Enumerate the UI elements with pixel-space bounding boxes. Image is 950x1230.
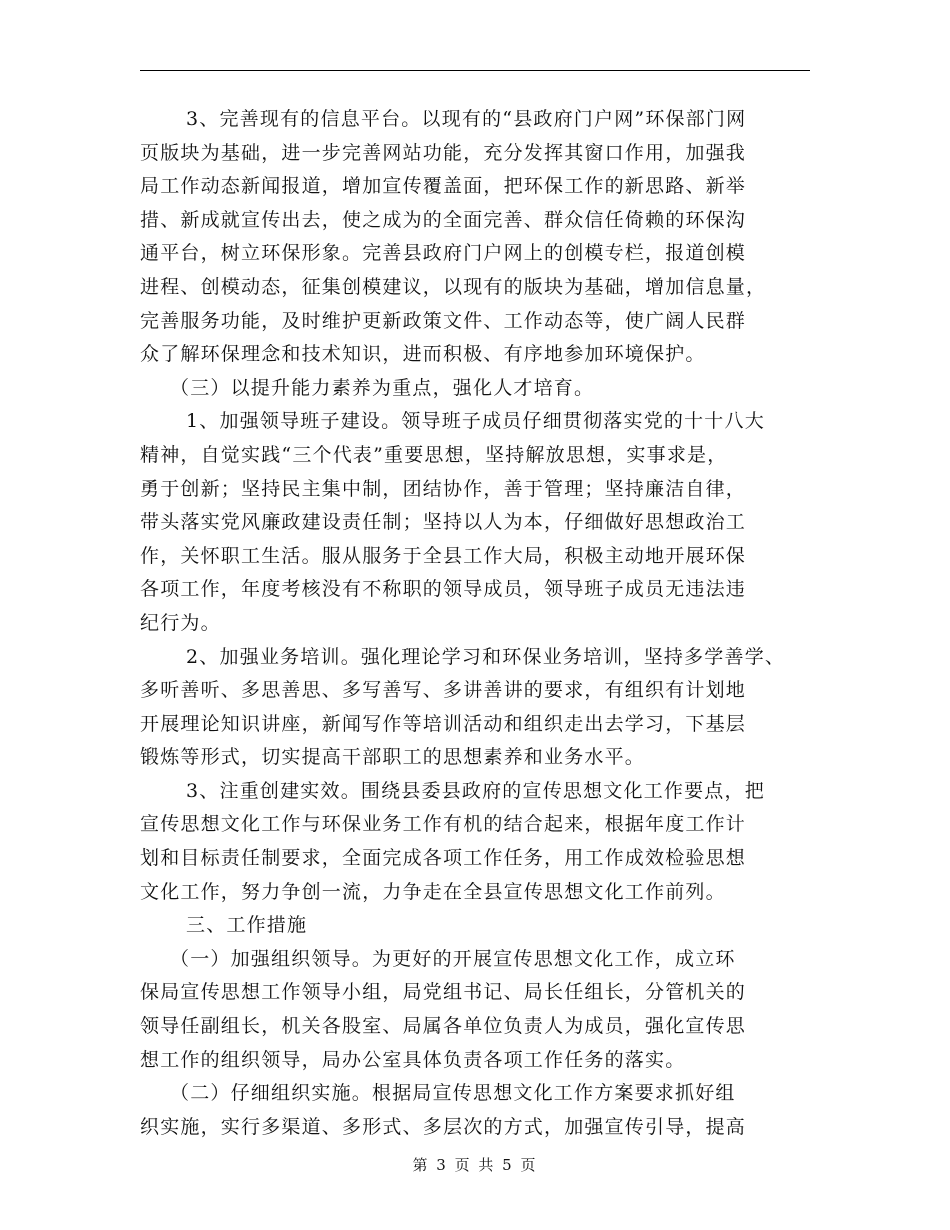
text-line: 作，关怀职工生活。服从服务于全县工作大局，积极主动地开展环保 <box>140 544 747 567</box>
text-line: 各项工作，年度考核没有不称职的领导成员，领导班子成员无违法违 <box>140 578 747 601</box>
text-line: 页版块为基础，进一步完善网站功能，充分发挥其窗口作用，加强我 <box>140 141 747 164</box>
section-heading: （三）以提升能力素养为重点，强化人才培育。 <box>170 376 595 399</box>
header-rule <box>140 70 810 71</box>
text-line: 锻炼等形式，切实提高干部职工的思想素养和业务水平。 <box>140 746 646 769</box>
text-line: 织实施，实行多渠道、多形式、多层次的方式，加强宣传引导，提高 <box>140 1115 747 1138</box>
text-line: 开展理论知识讲座，新闻写作等培训活动和组织走出去学习，下基层 <box>140 712 747 735</box>
text-line: 措、新成就宣传出去，使之成为的全面完善、群众信任倚赖的环保沟 <box>140 208 747 231</box>
document-body <box>140 103 830 1144</box>
text-line: 精神，自觉实践“三个代表”重要思想，坚持解放思想，实事求是， <box>140 443 728 466</box>
text-line: 保局宣传思想工作领导小组，局党组书记、局长任组长，分管机关的 <box>140 981 747 1004</box>
text-line: 进程、创模动态，征集创模建议，以现有的版块为基础，增加信息量， <box>140 275 767 298</box>
text-line: 文化工作，努力争创一流，力争走在全县宣传思想文化工作前列。 <box>140 880 726 903</box>
text-line: 多听善听、多思善思、多写善写、多讲善讲的要求，有组织有计划地 <box>140 679 747 702</box>
text-line: 通平台，树立环保形象。完善县政府门户网上的创模专栏，报道创模 <box>140 242 747 265</box>
text-line: 勇于创新；坚持民主集中制，团结协作，善于管理；坚持廉洁自律， <box>140 477 747 500</box>
text-line: 局工作动态新闻报道，增加宣传覆盖面，把环保工作的新思路、新举 <box>140 175 747 198</box>
text-line: 宣传思想文化工作与环保业务工作有机的结合起来，根据年度工作计 <box>140 813 747 836</box>
text-line: 纪行为。 <box>140 611 221 634</box>
text-line: （一）加强组织领导。为更好的开展宣传思想文化工作，成立环 <box>170 947 736 970</box>
text-line: 3、完善现有的信息平台。以现有的“县政府门户网”环保部门网 <box>186 108 747 130</box>
text-line: 划和目标责任制要求，全面完成各项工作任务，用工作成效检验思想 <box>140 847 747 870</box>
section-heading: 三、工作措施 <box>186 914 308 937</box>
text-line: 2、加强业务培训。强化理论学习和环保业务培训，坚持多学善学、 <box>186 645 786 668</box>
text-line: 领导任副组长，机关各股室、局属各单位负责人为成员，强化宣传思 <box>140 1015 747 1038</box>
text-line: 1、加强领导班子建设。领导班子成员仔细贯彻落实党的十十八大 <box>186 410 765 433</box>
text-line: 完善服务功能，及时维护更新政策文件、工作动态等，使广阔人民群 <box>140 309 747 332</box>
page-footer: 第 3 页 共 5 页 <box>412 1156 538 1174</box>
text-line: 带头落实党风廉政建设责任制；坚持以人为本，仔细做好思想政治工 <box>140 511 747 534</box>
text-line: 想工作的组织领导，局办公室具体负责各项工作任务的落实。 <box>140 1048 686 1071</box>
text-line: 3、注重创建实效。围绕县委县政府的宣传思想文化工作要点，把 <box>186 779 765 802</box>
text-line: 众了解环保理念和技术知识，进而积极、有序地参加环境保护。 <box>140 343 706 366</box>
text-line: （二）仔细组织实施。根据局宣传思想文化工作方案要求抓好组 <box>170 1082 736 1105</box>
